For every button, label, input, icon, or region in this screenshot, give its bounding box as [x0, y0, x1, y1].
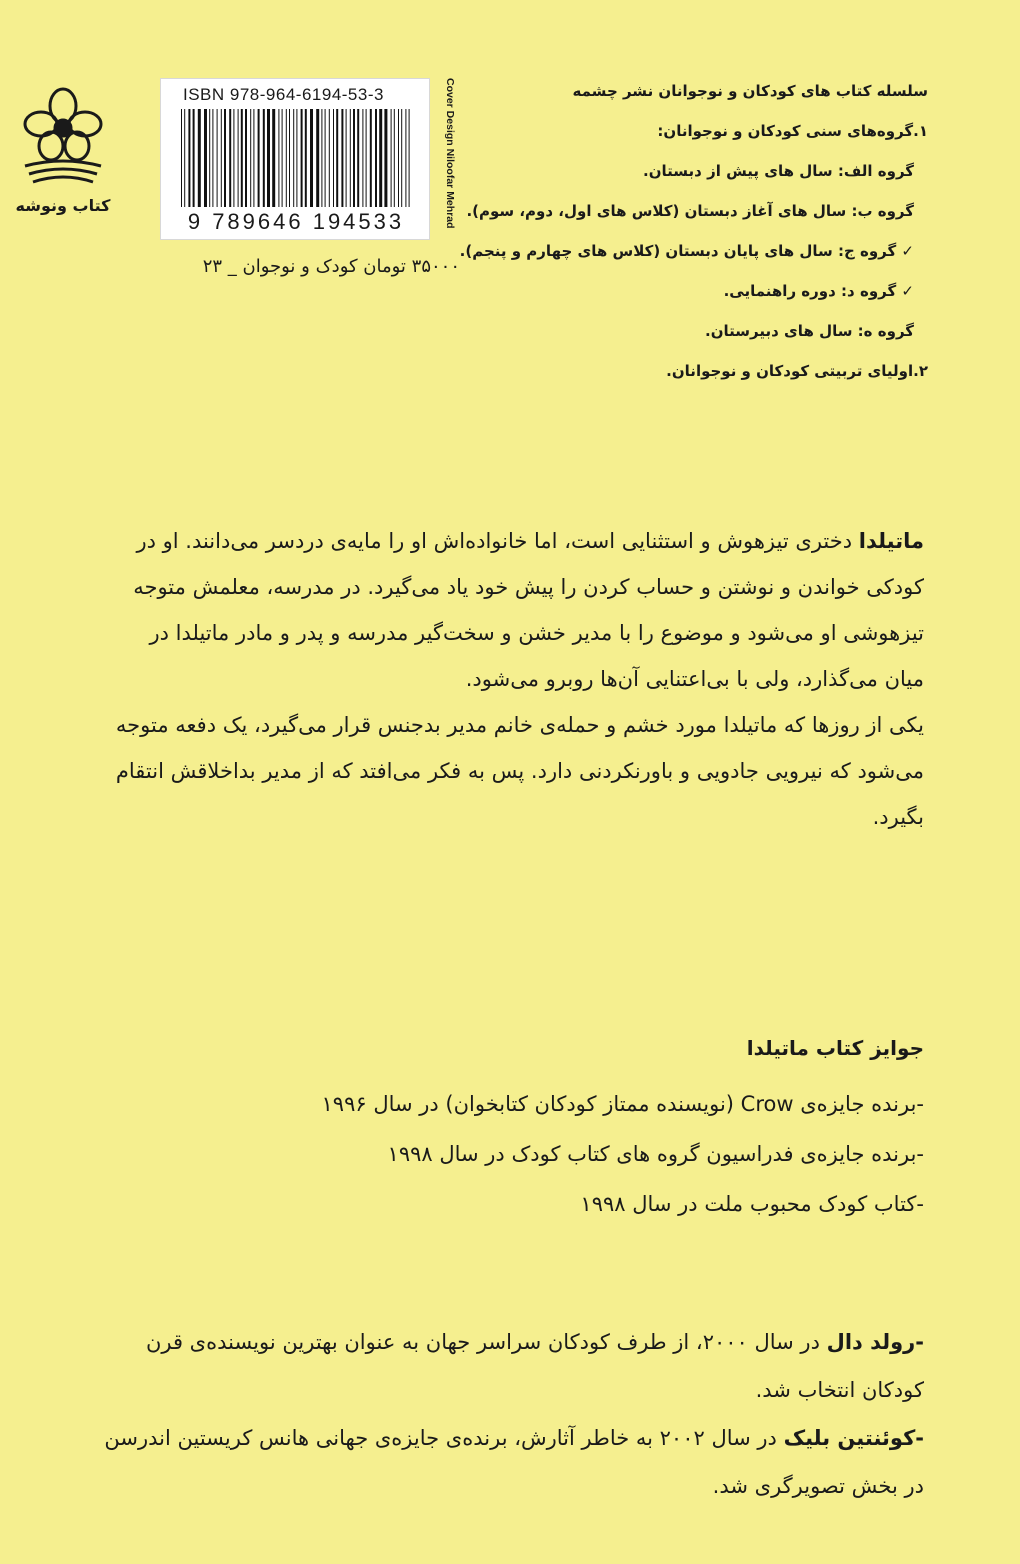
publisher-name: کتاب ونوشه — [15, 196, 111, 215]
barcode-bar — [209, 109, 210, 207]
barcode-bar — [204, 109, 207, 207]
barcode-bar — [198, 109, 201, 207]
author-name: -رولد دال — [826, 1330, 924, 1354]
illustrator-note-text: در سال ۲۰۰۲ به خاطر آثارش، برنده‌ی جایزه‌ی جهانی هانس کریستین اندرسن در بخش تصویرگری شد. — [104, 1426, 924, 1498]
series-item: ۲.اولیای تربیتی کودکان و نوجوانان. — [666, 362, 928, 380]
award-item: -برنده جایزه‌ی Crow (نویسنده ممتاز کودکان کتابخوان) در سال ۱۹۹۶ — [321, 1092, 924, 1116]
barcode-bar — [366, 109, 367, 207]
barcode-bar — [184, 109, 185, 207]
barcode-bar — [333, 109, 334, 207]
barcode-bar — [286, 109, 287, 207]
publisher-logo — [8, 80, 118, 230]
barcode-bar — [405, 109, 406, 207]
barcode-bar — [267, 109, 270, 207]
barcode-bar — [289, 109, 290, 207]
description-text: دختری تیزهوش و استثنایی است، اما خانواده‌اش او را مایه‌ی دردسر می‌دانند. او در کودکی خواندن و نوشتن و حساب کردن را پیش خود یاد می‌گیرد. در مدرسه، معلمش متوجه تیزهوشی او می‌شود و موضوع را با مدیر خشن و سخت‌گیر مدرسه و پدر و مادر ماتیلدا در میان می‌گذارد، ولی با بی‌اعتنایی آن‌ها روبرو می‌شود. — [133, 529, 924, 691]
barcode-bar — [224, 109, 226, 207]
barcode-bar — [181, 109, 182, 207]
barcode-bar — [341, 109, 343, 207]
barcode-bar — [394, 109, 395, 207]
series-item: ✓ گروه ج: سال های پایان دبستان (کلاس های چهارم و پنجم). — [459, 242, 914, 260]
barcode-label — [160, 78, 430, 240]
barcode-bar — [350, 109, 351, 207]
series-item: گروه الف: سال های پیش از دبستان. — [643, 162, 914, 180]
barcode-bar — [336, 109, 338, 207]
barcode-bar — [188, 109, 190, 207]
book-description — [104, 518, 924, 840]
barcode-bars — [179, 109, 413, 207]
award-item: -کتاب کودک محبوب ملت در سال ۱۹۹۸ — [580, 1192, 924, 1216]
barcode-bar — [353, 109, 355, 207]
description-paragraph: یکی از روزها که ماتیلدا مورد خشم و حمله‌ی خانم مدیر بدجنس قرار می‌گیرد، یک دفعه متوجه می‌شود که نیرویی جادویی و باورنکردنی دارد. پس به فکر می‌افتد که از مدیر بداخلاقش انتقام بگیرد. — [115, 713, 924, 829]
barcode-bar — [379, 109, 382, 207]
barcode-digits: 9 789646 194533 — [187, 209, 405, 234]
barcode-bar — [310, 109, 313, 207]
series-item: ✓ گروه د: دوره راهنمایی. — [723, 282, 914, 300]
series-list — [428, 82, 928, 402]
barcode-bar — [325, 109, 326, 207]
flower-icon — [15, 80, 111, 192]
barcode-bar — [391, 109, 392, 207]
barcode-bar — [296, 109, 297, 207]
award-item: -برنده جایزه‌ی فدراسیون گروه های کتاب کودک در سال ۱۹۹۸ — [387, 1142, 924, 1166]
barcode-bar — [263, 109, 265, 207]
barcode-bar — [301, 109, 303, 207]
author-notes — [104, 1318, 924, 1510]
barcode-bar — [346, 109, 347, 207]
barcode-bar — [409, 109, 410, 207]
barcode-bar — [241, 109, 243, 207]
barcode-bar — [193, 109, 195, 207]
series-item: ۱.گروه‌های سنی کودکان و نوجوانان: — [657, 122, 928, 140]
barcode-bar — [384, 109, 387, 207]
barcode-bar — [329, 109, 330, 207]
barcode-bar — [250, 109, 251, 207]
barcode-bar — [245, 109, 247, 207]
cover-designer-credit: Cover Design Niloofar Mehrad — [444, 78, 456, 229]
barcode-bar — [293, 109, 294, 207]
illustrator-name: -کوئنتین بلیک — [783, 1426, 924, 1450]
barcode-bar — [221, 109, 222, 207]
barcode-bar — [282, 109, 283, 207]
series-title: سلسله کتاب های کودکان و نوجوانان نشر چشمه — [572, 82, 928, 100]
barcode-bar — [305, 109, 307, 207]
barcode-bar — [362, 109, 363, 207]
barcode-bar — [212, 109, 213, 207]
barcode-bar — [278, 109, 279, 207]
barcode-bar — [401, 109, 402, 207]
barcode-bar — [233, 109, 234, 207]
book-title-mention: ماتیلدا — [858, 529, 924, 553]
author-note-text: در سال ۲۰۰۰، از طرف کودکان سراسر جهان به عنوان بهترین نویسنده‌ی قرن کودکان انتخاب شد. — [145, 1330, 924, 1402]
description-paragraph — [104, 518, 924, 702]
series-item: گروه ب: سال های آغاز دبستان (کلاس های اول، دوم، سوم). — [466, 202, 914, 220]
isbn-number: ISBN 978-964-6194-53-3 — [183, 85, 384, 104]
barcode-bar — [398, 109, 399, 207]
awards-heading: جوایز کتاب ماتیلدا — [746, 1036, 924, 1060]
awards-section — [104, 1036, 924, 1232]
barcode-bar — [253, 109, 254, 207]
barcode-bar — [238, 109, 239, 207]
author-note — [104, 1318, 924, 1414]
price-and-category: ۳۵۰۰۰ تومان کودک و نوجوان _ ۲۳ — [202, 256, 460, 277]
barcode-bar — [272, 109, 275, 207]
illustrator-note — [104, 1414, 924, 1510]
series-item: گروه ه: سال های دبیرستان. — [705, 322, 914, 340]
barcode-bar — [375, 109, 377, 207]
barcode-bar — [321, 109, 322, 207]
barcode-bar — [217, 109, 218, 207]
barcode-bar — [357, 109, 359, 207]
barcode-bar — [229, 109, 231, 207]
barcode-bar — [316, 109, 319, 207]
barcode-bar — [370, 109, 372, 207]
barcode-bar — [258, 109, 260, 207]
